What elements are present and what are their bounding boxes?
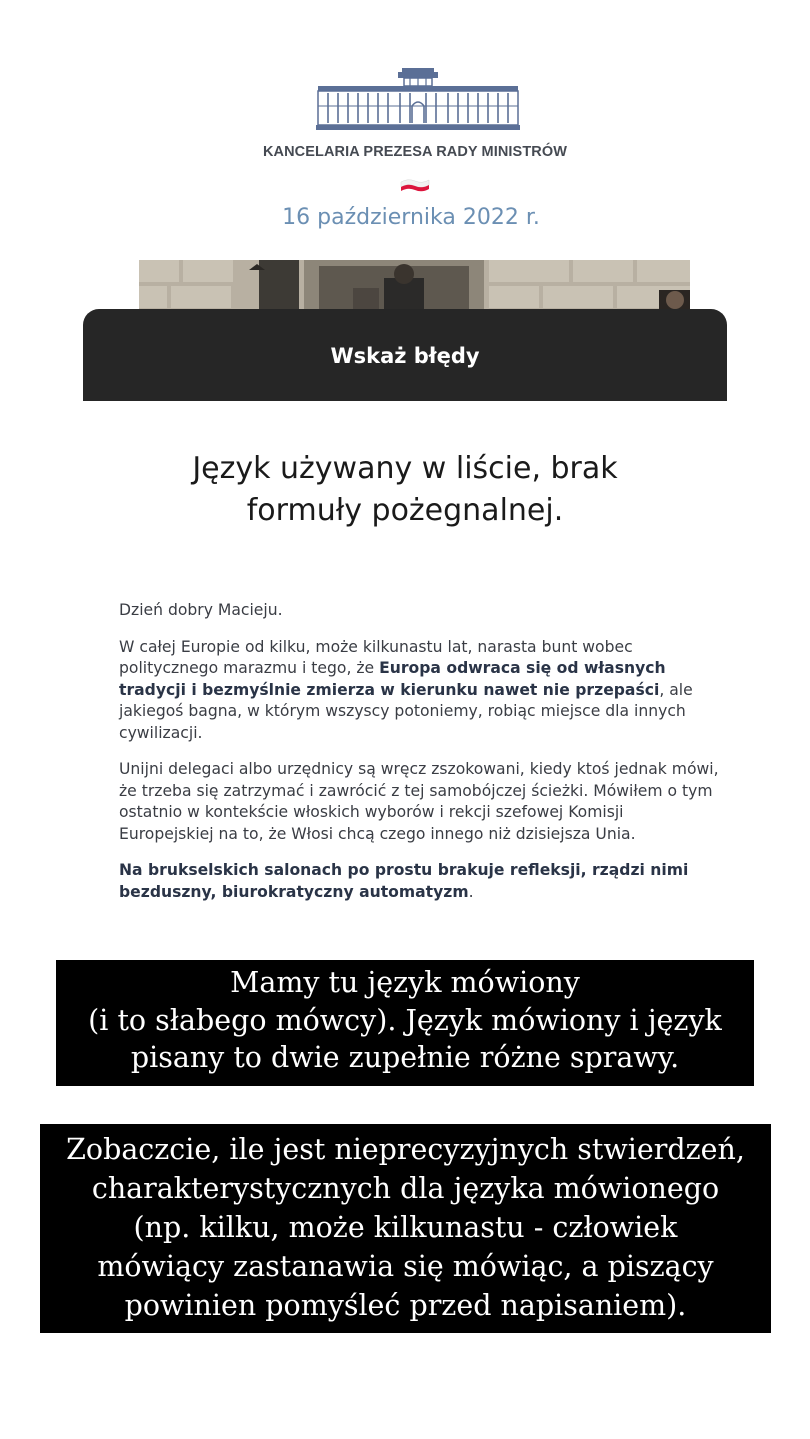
document-date: 16 października 2022 r. xyxy=(282,205,540,230)
heading-line-2: formuły pożegnalnej. xyxy=(246,493,564,528)
organization-name: KANCELARIA PREZESA RADY MINISTRÓW xyxy=(262,144,568,160)
building-icon xyxy=(316,66,520,132)
letter-paragraph-3 xyxy=(119,860,719,903)
sticker-label: Wskaż błędy xyxy=(330,344,480,368)
letter-p1-text-2: , ale jakiegoś bagna, w którym wszyscy potoniemy, robiąc miejsce dla innych cywilizacji. xyxy=(119,680,693,742)
heading-line-1: Język używany w liście, brak xyxy=(192,451,618,486)
letter-p3-bold: Na brukselskich salonach po prostu brakuje refleksji, rządzi nimi bezduszny, biurokratyczny automatyzm xyxy=(119,861,689,901)
caption-imprecise-statements xyxy=(40,1124,771,1333)
letter-paragraph-1 xyxy=(119,637,719,745)
caption-2-line: Zobaczcie, ile jest nieprecyzyjnych stwierdzeń, xyxy=(66,1133,745,1166)
annotation-heading xyxy=(60,448,750,532)
point-errors-sticker xyxy=(83,309,727,401)
letter-body xyxy=(119,600,719,918)
caption-spoken-language xyxy=(56,960,754,1086)
letter-p1-bold: Europa odwraca się od własnych tradycji i bezmyślnie zmierza w kierunku nawet nie przepaści xyxy=(119,659,666,699)
caption-2-line: charakterystycznych dla języka mówionego xyxy=(91,1172,720,1205)
caption-2-line: powinien pomyśleć przed napisaniem). xyxy=(124,1289,687,1322)
letter-p3-end: . xyxy=(468,882,474,901)
letter-greeting: Dzień dobry Macieju. xyxy=(119,601,283,619)
letter-paragraph-2: Unijni delegaci albo urzędnicy są wręcz zszokowani, kiedy ktoś jednak mówi, że trzeba się zatrzymać i zawrócić z tej samobójczej ścieżki. Mówiłem o tym ostatnio w kontekście włoskich wyborów i rekcji szefowej Komisji Europejskiej na to, że Włosi chcą czego innego niż dzisiejsza Unia. xyxy=(119,760,719,843)
caption-1-line: pisany to dwie zupełnie różne sprawy. xyxy=(130,1041,680,1074)
polish-flag-icon xyxy=(400,178,430,192)
caption-1-line: Mamy tu język mówiony xyxy=(230,966,580,999)
caption-1-line: (i to słabego mówcy). Język mówiony i język xyxy=(88,1003,722,1037)
caption-2-line: mówiący zastanawia się mówiąc, a piszący xyxy=(97,1250,714,1283)
caption-2-line: (np. kilku, może kilkunastu - człowiek xyxy=(133,1211,678,1244)
letter-p1-text-1: W całej Europie od kilku, może kilkunastu lat, narasta bunt wobec politycznego marazmu i tego, że xyxy=(119,637,633,677)
